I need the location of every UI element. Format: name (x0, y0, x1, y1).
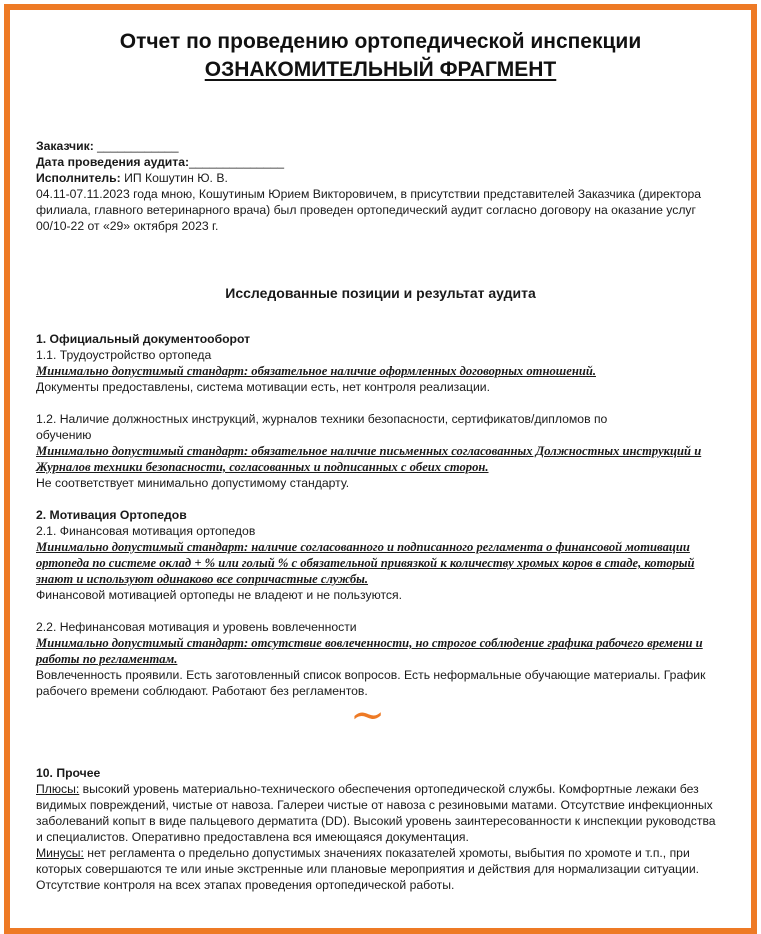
customer-value: ____________ (93, 139, 179, 153)
fragment-separator: ~ (350, 690, 386, 739)
minus-label: Минусы: (36, 846, 84, 860)
item-2-1-title: 2.1. Финансовая мотивация ортопедов (36, 524, 256, 538)
section-10 (36, 765, 716, 893)
item-2-2-title: 2.2. Нефинансовая мотивация и уровень вовлеченности (36, 620, 357, 634)
plus-label: Плюсы: (36, 782, 80, 796)
audit-sections (36, 331, 716, 699)
section-1-title: 1. Официальный документооборот (36, 332, 251, 346)
executor-label: Исполнитель: (36, 171, 121, 185)
fragment-title: ОЗНАКОМИТЕЛЬНЫЙ ФРАГМЕНТ (204, 58, 557, 81)
report-title: Отчет по проведению ортопедической инспекции (119, 30, 642, 53)
date-label: Дата проведения аудита: (36, 155, 190, 169)
item-1-2-standard: Минимально допустимый стандарт: обязательное наличие письменных согласованных Должностных инструкций и Журналов техники безопасности, согласованных и подписанных с обеих сторон. (36, 444, 702, 474)
customer-label: Заказчик: (36, 139, 94, 153)
section-2-title: 2. Мотивация Ортопедов (36, 508, 187, 522)
date-value: ______________ (189, 155, 285, 169)
item-1-1-result: Документы предоставлены, система мотивации есть, нет контроля реализации. (36, 380, 490, 394)
item-1-1-standard: Минимально допустимый стандарт: обязательное наличие оформленных договорных отношений. (36, 364, 596, 378)
section-10-title: 10. Прочее (36, 766, 101, 780)
item-2-1-standard: Минимально допустимый стандарт: наличие согласованного и подписанного регламента о финансовой мотивации ортопеда по системе оклад + % или голый % с обязательной привязкой к количеству хромых коров в стаде, который знают и используют одинаково все сопричастные службы. (36, 540, 695, 586)
minus-text: нет регламента о предельно допустимых значениях показателей хромоты, выбытия по хромоте и т.п., при которых совершаются те или иные экстренные или плановые мероприятия и действия для нормализации ситуации. Отсутствие контроля на всех этапах проведения ортопедической работы. (36, 846, 700, 892)
plus-text: высокий уровень материально-технического обеспечения ортопедической службы. Комфортные лежаки без видимых повреждений, чистые от навоза. Галереи чистые от навоза с резиновыми матами. Отсутствие инфекционных заболеваний копыт в виде пальцевого дерматита (DD). Высокий уровень заинтересованности к инспекции руководства и специалистов. Оперативно предоставлена вся имеющаяся документация. (36, 782, 716, 844)
item-2-2-result: Вовлеченность проявили. Есть заготовленный список вопросов. Есть неформальные обучающие материалы. График рабочего времени соблюдают. Работают без регламентов. (36, 668, 706, 698)
executor-value: ИП Кошутин Ю. В. (120, 171, 228, 185)
item-2-1-result: Финансовой мотивацией ортопеды не владеют и не пользуются. (36, 588, 402, 602)
section-heading: Исследованные позиции и результат аудита (225, 285, 536, 301)
intro-paragraph: 04.11-07.11.2023 года мною, Кошутиным Юрием Викторовичем, в присутствии представителей Заказчика (директора филиала, главного ветеринарного врача) был проведен ортопедический аудит согласно договору на оказание услуг 00/10-22 от «29» октября 2023 г. (36, 187, 702, 233)
report-header (36, 138, 716, 234)
item-1-1-title: 1.1. Трудоустройство ортопеда (36, 348, 212, 362)
item-1-2-result: Не соответствует минимально допустимому стандарту. (36, 476, 350, 490)
item-2-2-standard: Минимально допустимый стандарт: отсутствие вовлеченности, но строгое соблюдение графика рабочего времени и работы по регламентам. (36, 636, 703, 666)
item-1-2-title: 1.2. Наличие должностных инструкций, журналов техники безопасности, сертификатов/дипломов по обучению (36, 412, 608, 442)
